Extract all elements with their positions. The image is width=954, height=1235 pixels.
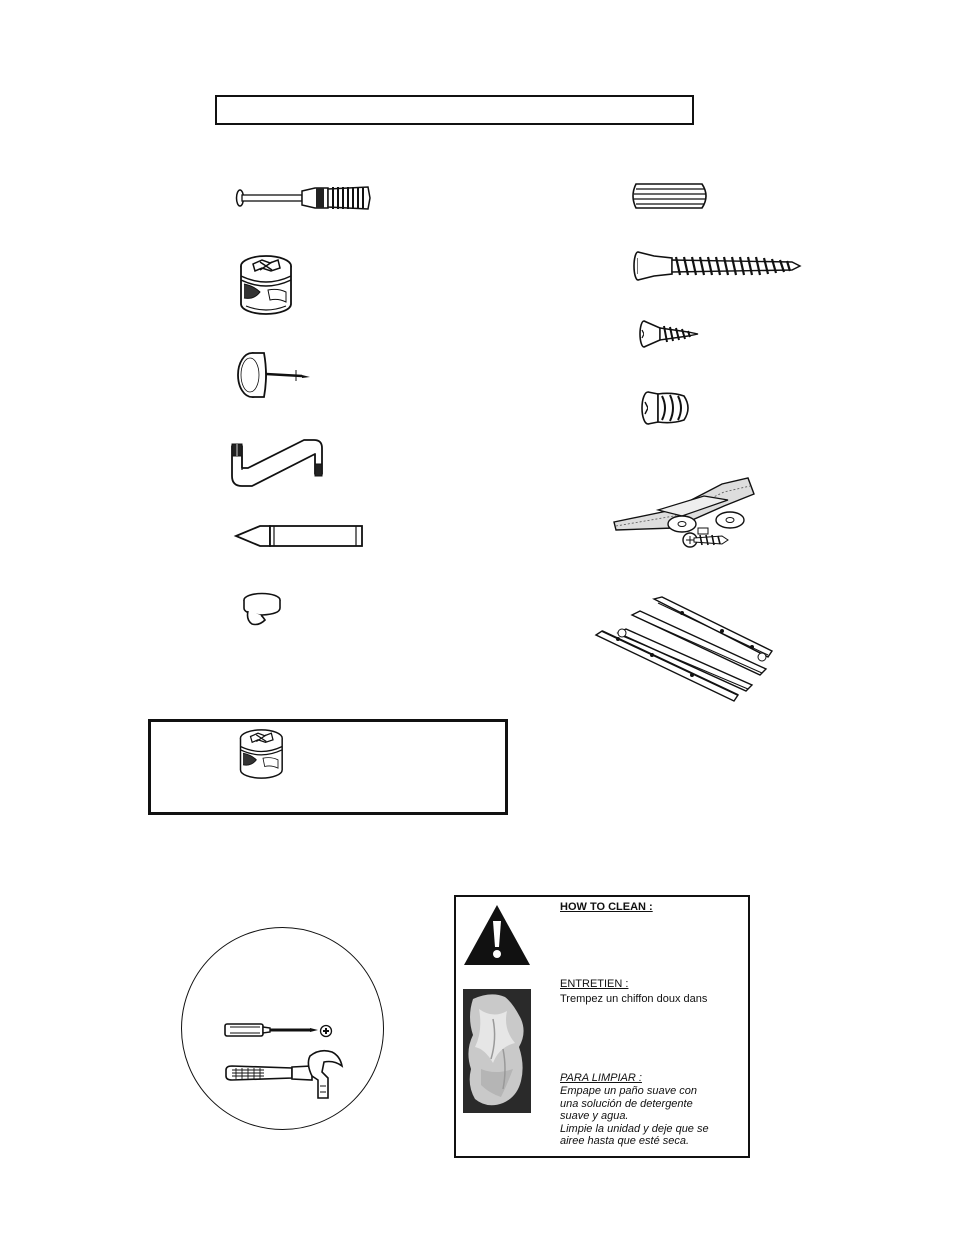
touch-up-marker-icon [234, 522, 366, 550]
hardware-header-box [215, 95, 694, 125]
drawer-slides-icon [592, 595, 776, 707]
anti-tip-strap-icon [610, 470, 760, 560]
wall-anchor-icon [638, 388, 694, 428]
care-heading-english: HOW TO CLEAN : [560, 901, 653, 913]
cam-lock-icon [238, 728, 288, 780]
care-text-line: Trempez un chiffon doux dans [560, 993, 708, 1005]
care-text-line: airee hasta que esté seca. [560, 1135, 690, 1147]
nail-glide-icon [236, 350, 316, 400]
cam-lock-icon [238, 254, 298, 316]
care-text-spanish [560, 1085, 709, 1148]
care-text-french [560, 993, 707, 1006]
care-text-line: Empape un paño suave con [560, 1085, 697, 1097]
warning-triangle-icon [462, 903, 532, 967]
short-screw-icon [638, 318, 702, 350]
care-text-line: una solución de detergente [560, 1097, 693, 1110]
hammer-icon [224, 1048, 344, 1102]
care-text-line: Limpie la unidad y deje que se [560, 1122, 709, 1135]
extra-hardware-box [148, 719, 508, 815]
care-heading-spanish: PARA LIMPIAR : [560, 1072, 642, 1084]
long-screw-icon [632, 248, 804, 284]
phillips-head-icon [319, 1024, 333, 1038]
care-heading-french: ENTRETIEN : [560, 978, 629, 990]
cam-bolt-icon [230, 180, 380, 215]
cap-icon [243, 592, 287, 628]
wood-dowel-icon [628, 180, 712, 212]
cloth-image [463, 989, 531, 1113]
allen-key-icon [220, 432, 330, 492]
care-text-line: suave y agua. [560, 1110, 629, 1122]
screwdriver-icon [224, 1022, 324, 1038]
